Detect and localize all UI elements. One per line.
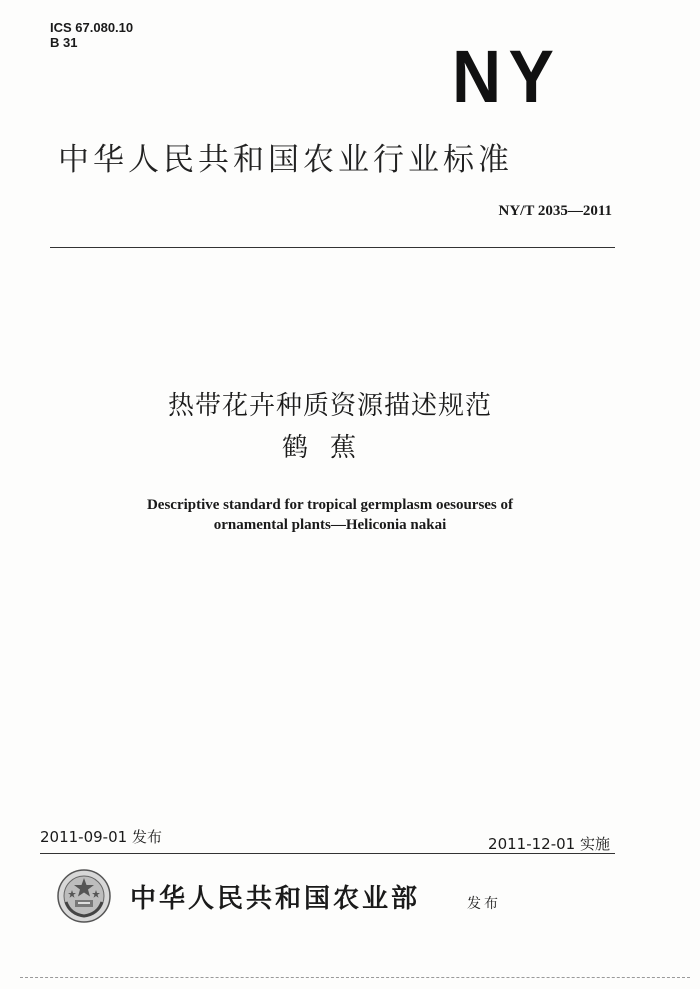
national-emblem-icon xyxy=(56,868,112,924)
ics-code: ICS 67.080.10 xyxy=(50,20,134,35)
document-subtitle-cn: 鹤蕉 xyxy=(281,433,378,463)
header-divider xyxy=(50,247,615,248)
standard-category-title: 中华人民共和国农业行业标准 xyxy=(58,142,513,178)
classification-codes xyxy=(50,20,133,50)
footer-divider xyxy=(40,853,615,854)
ny-logo: NY xyxy=(452,35,562,118)
issuing-authority: 中华人民共和国农业部 xyxy=(130,884,421,914)
document-title-cn: 热带花卉种质资源描述规范 xyxy=(167,391,492,421)
ccs-code: B 31 xyxy=(50,35,78,50)
issued-label: 发布 xyxy=(467,896,501,912)
document-title-en-line1: Descriptive standard for tropical germplasm oesourses of xyxy=(146,497,514,513)
standard-number: NY/T 2035—2011 xyxy=(498,203,612,219)
implement-date: 2011-12-01 实施 xyxy=(488,835,610,853)
document-title-en xyxy=(0,495,660,535)
document-title-en-line2: ornamental plants—Heliconia nakai xyxy=(213,517,447,533)
scan-edge-line xyxy=(20,977,690,978)
issue-date: 2011-09-01 发布 xyxy=(40,828,162,846)
